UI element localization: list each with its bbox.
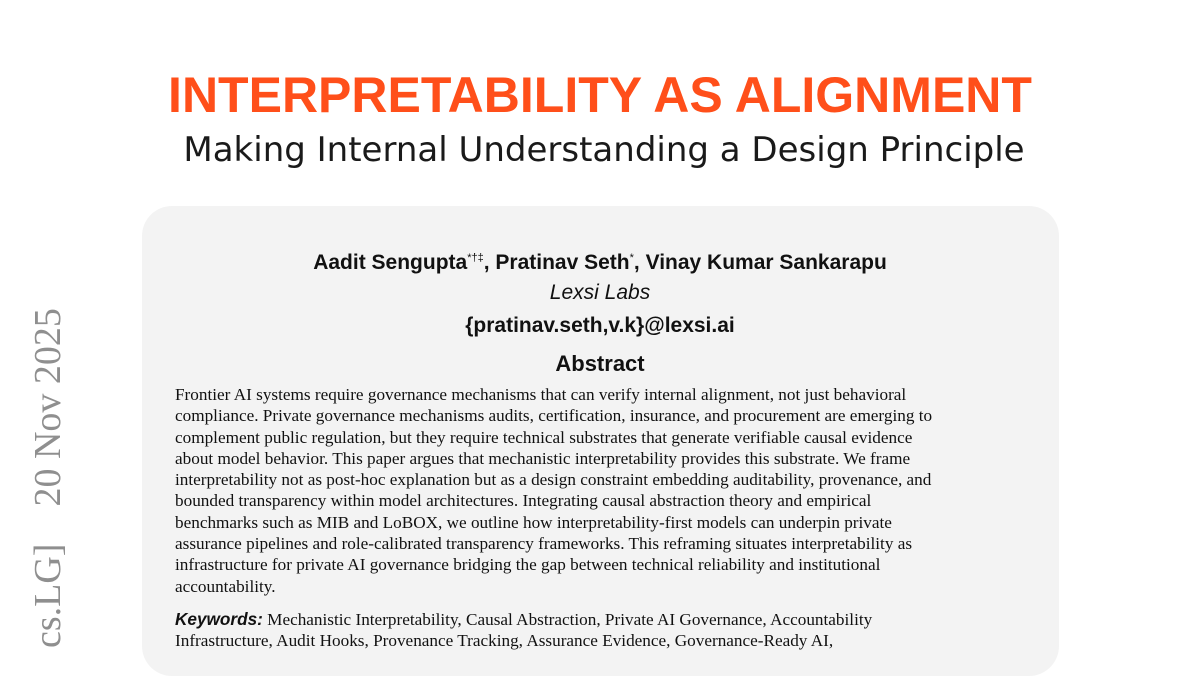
abstract-line: infrastructure for private AI governance bridging the gap between technical reliability and institutional [175,555,881,575]
abstract-line: assurance pipelines and role-calibrated transparency frameworks. This reframing situates interpretability as [175,534,913,554]
paper-subtitle: Making Internal Understanding a Design Principle [183,130,1025,170]
keywords-line [175,609,1035,630]
arxiv-category: cs.LG] [27,543,69,648]
keywords [175,609,1035,651]
affiliation: Lexsi Labs [549,281,651,304]
abstract-line: about model behavior. This paper argues that mechanistic interpretability provides this substrate. We frame [175,448,911,468]
author-name: Pratinav Seth [495,251,630,274]
author-name: Vinay Kumar Sankarapu [645,251,887,274]
abstract-line: bounded transparency within model architectures. Integrating causal abstraction theory and empirical [175,491,872,511]
author-list: Aadit Sengupta*†‡, Pratinav Seth*, Vinay Kumar Sankarapu [313,251,887,274]
abstract-heading: Abstract [555,351,645,376]
arxiv-date: 20 Nov 2025 [27,308,69,507]
abstract-line: compliance. Private governance mechanisms audits, certification, insurance, and procurement are emerging to [175,406,933,426]
abstract-text [175,384,1035,597]
abstract-line: accountability. [175,576,276,596]
abstract-line: interpretability not as post-hoc explanation but as a design constraint embedding auditability, provenance, and [175,470,932,490]
author-name: Aadit Sengupta [313,251,468,274]
keywords-line: Infrastructure, Audit Hooks, Provenance Tracking, Assurance Evidence, Governance-Ready AI, [175,631,834,650]
author-marks: * [629,252,634,264]
keywords-text: Mechanistic Interpretability, Causal Abstraction, Private AI Governance, Accountability [267,610,873,629]
paper-title: INTERPRETABILITY AS ALIGNMENT [168,67,1032,123]
keywords-label: Keywords: [175,609,263,629]
abstract-line: benchmarks such as MIB and LoBOX, we outline how interpretability-first models can underpin private [175,512,892,532]
author-marks: *†‡ [467,252,484,264]
author-email[interactable]: {pratinav.seth,v.k}@lexsi.ai [465,314,735,337]
abstract-line: Frontier AI systems require governance mechanisms that can verify internal alignment, not just behavioral [175,385,907,404]
abstract-line: complement public regulation, but they require technical substrates that generate verifiable causal evidence [175,427,913,447]
